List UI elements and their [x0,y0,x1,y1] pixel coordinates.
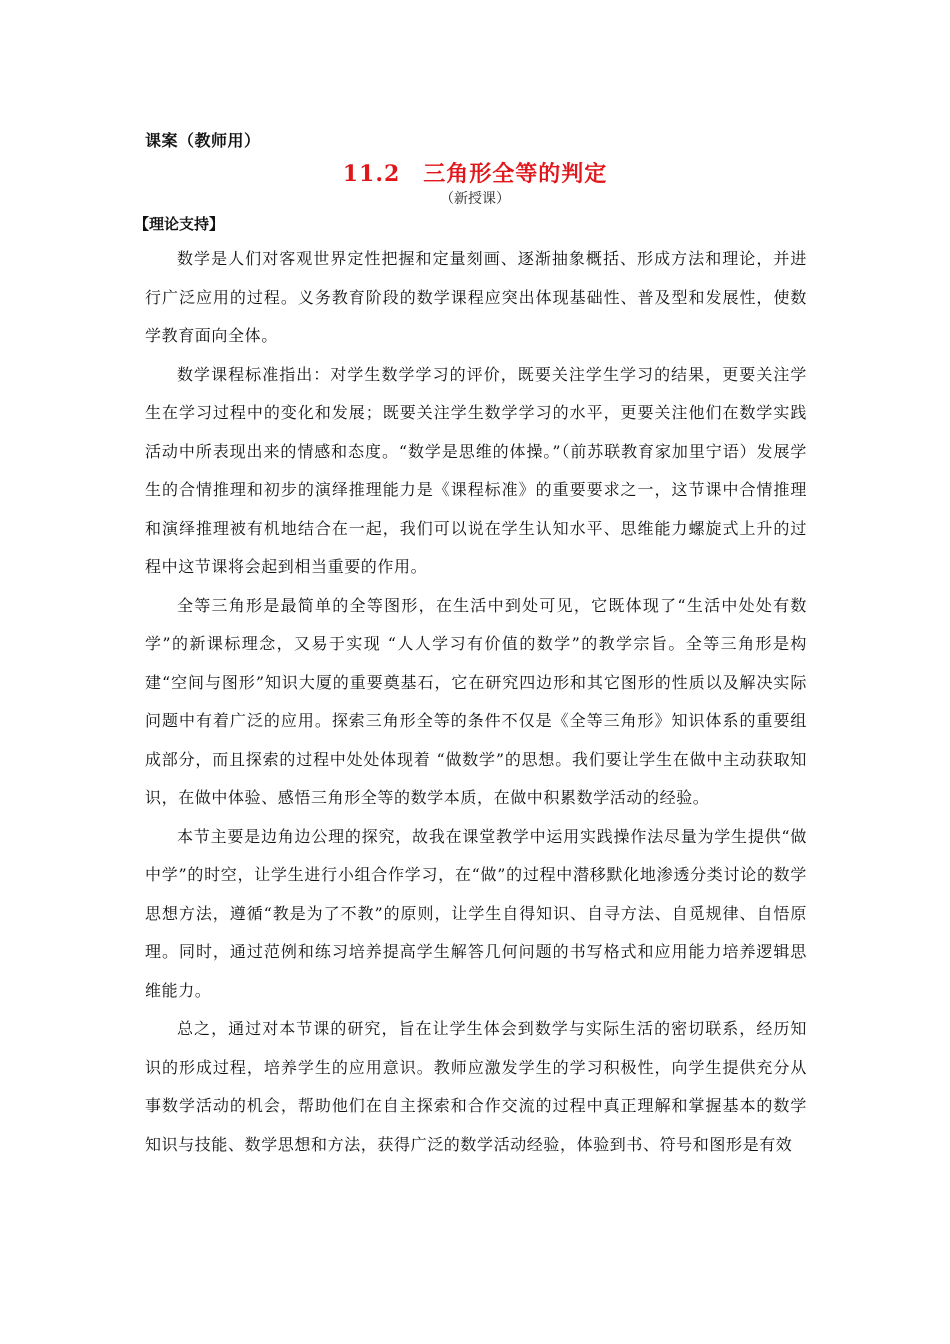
page-subtitle: （新授课） [440,191,510,207]
section-heading: 【理论支持】 [134,215,225,233]
paragraph: 本节主要是边角边公理的探究，故我在课堂教学中运用实践操作法尽量为学生提供“做中学”的时空，让学生进行小组合作学习，在“做”的过程中潜移默化地渗透分类讨论的数学思想方法，遵循“教是为了不教”的原则，让学生自得知识、自寻方法、自觅规律、自悟原理。同时，通过范例和练习培养提高学生解答几何问题的书写格式和应用能力培养逻辑思维能力。 [145,826,807,1000]
paragraph: 全等三角形是最简单的全等图形，在生活中到处可见，它既体现了“生活中处处有数学”的新课标理念，又易于实现 “人人学习有价值的数学”的教学宗旨。全等三角形是构建“空间与图形”知识大厦的重要奠基石，它在研究四边形和其它图形的性质以及解决实际问题中有着广泛的应用。探索三角形全等的条件不仅是《全等三角形》知识体系的重要组成部分，而且探索的过程中处处体现着 “做数学”的思想。我们要让学生在做中主动获取知识，在做中体验、感悟三角形全等的数学本质，在做中积累数学活动的经验。 [145,595,807,807]
paragraph: 数学课程标准指出：对学生数学学习的评价，既要关注学生学习的结果，更要关注学生在学习过程中的变化和发展；既要关注学生数学学习的水平，更要关注他们在数学实践活动中所表现出来的情感和态度。“数学是思维的体操。”（前苏联教育家加里宁语）发展学生的合情推理和初步的演绎推理能力是《课程标准》的重要要求之一，这节课中合情推理和演绎推理被有机地结合在一起，我们可以说在学生认知水平、思维能力螺旋式上升的过程中这节课将会起到相当重要的作用。 [145,364,807,576]
paragraph: 总之，通过对本节课的研究，旨在让学生体会到数学与实际生活的密切联系，经历知识的形成过程，培养学生的应用意识。教师应激发学生的学习积极性，向学生提供充分从事数学活动的机会，帮助他们在自主探索和合作交流的过程中真正理解和掌握基本的数学知识与技能、数学思想和方法，获得广泛的数学活动经验，体验到书、符号和图形是有效 [145,1019,807,1154]
page-title: 11.2 三角形全等的判定 [342,161,608,187]
paragraph: 数学是人们对客观世界定性把握和定量刻画、逐渐抽象概括、形成方法和理论，并进行广泛应用的过程。义务教育阶段的数学课程应突出体现基础性、普及型和发展性，使数学教育面向全体。 [145,249,807,345]
body-text [145,240,807,1164]
header-label: 课案（教师用） [145,131,261,150]
